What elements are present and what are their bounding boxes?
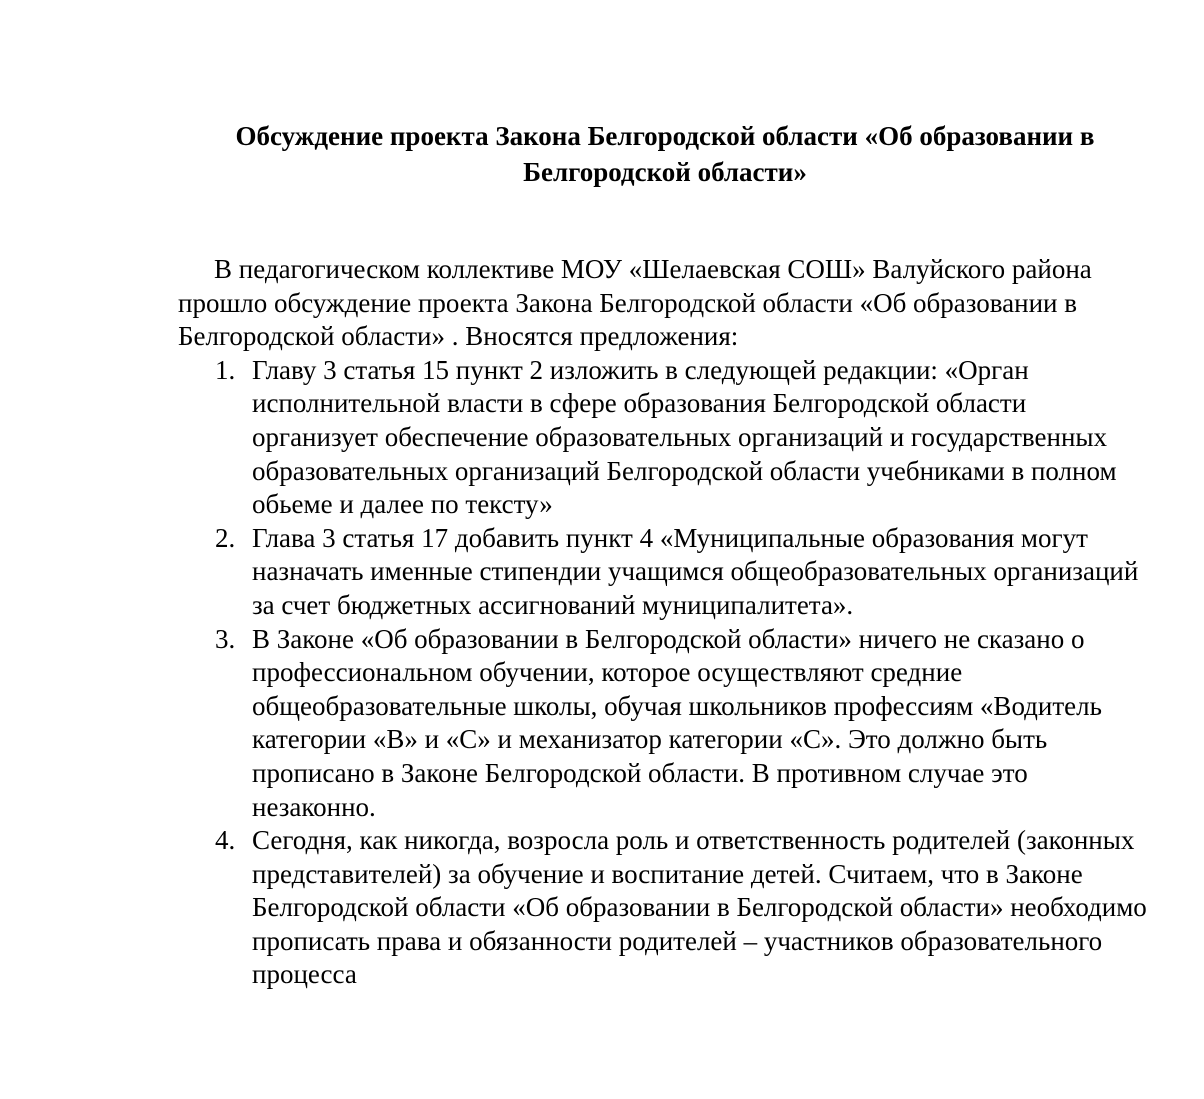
proposal-text: Сегодня, как никогда, возросла роль и ответственность родителей (законных представителей) за обучение и воспитание детей. Считаем, что в Законе Белгородской области «Об образовании в Белгородской области» необходимо прописать права и обязанности родителей – участников образовательного процесса: [252, 825, 1147, 990]
proposal-item: [178, 824, 1148, 992]
intro-paragraph: В педагогическом коллективе МОУ «Шелаевская СОШ» Валуйского района прошло обсуждение проекта Закона Белгородской области «Об образовании в Белгородской области» . Вносятся предложения:: [178, 254, 1092, 352]
proposal-number: 4.: [215, 825, 236, 856]
proposal-item: [178, 354, 1148, 522]
proposal-text: В Законе «Об образовании в Белгородской области» ничего не сказано о профессиональном обучении, которое осуществляют средние общеобразовательные школы, обучая школьников профессиям «Водитель категории «В» и «С» и механизатор категории «С». Это должно быть прописано в Законе Белгородской области. В противном случае это незаконно.: [252, 623, 1102, 822]
proposal-number: 1.: [215, 354, 236, 385]
proposal-list: [178, 354, 1148, 992]
proposal-text: Главу 3 статья 15 пункт 2 изложить в следующей редакции: «Орган исполнительной власти в сфере образования Белгородской области организует обеспечение образовательных организаций и государственных образовательных организаций Белгородской области учебниками в полном обьеме и далее по тексту»: [252, 354, 1117, 520]
document-title: Обсуждение проекта Закона Белгородской области «Об образовании в Белгородской области»: [235, 121, 1095, 187]
proposal-item: [178, 522, 1148, 623]
proposal-item: [178, 623, 1148, 825]
document-body: [178, 253, 1148, 992]
proposal-number: 3.: [215, 623, 236, 654]
proposal-number: 2.: [215, 522, 236, 553]
proposal-text: Глава 3 статья 17 добавить пункт 4 «Муниципальные образования могут назначать именные стипендии учащимся общеобразовательных организаций за счет бюджетных ассигнований муниципалитета».: [252, 522, 1139, 620]
